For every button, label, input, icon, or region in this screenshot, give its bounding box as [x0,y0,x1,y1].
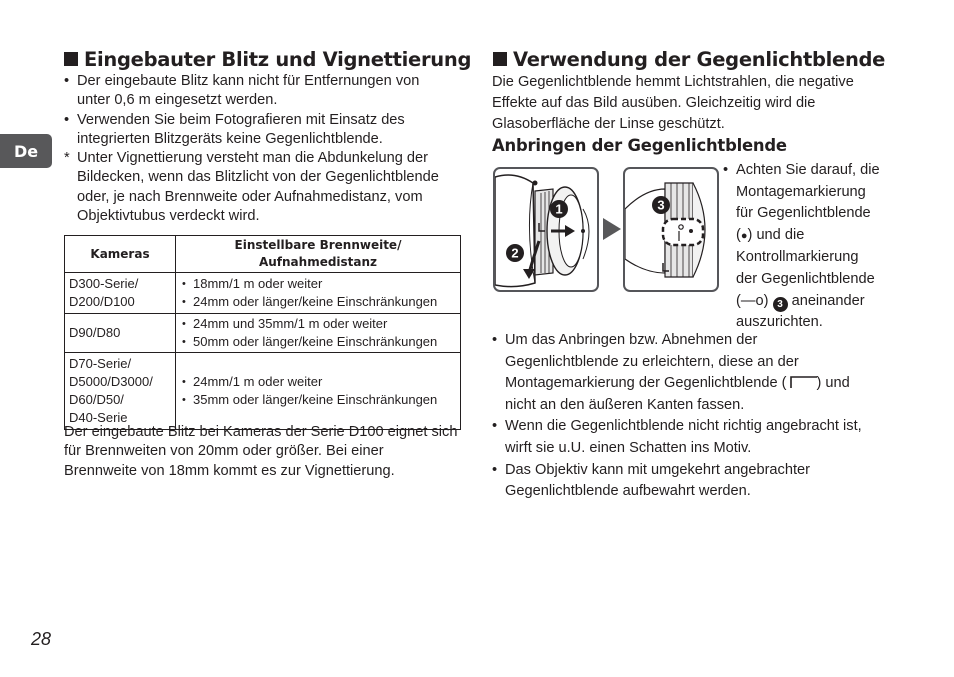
list-item: • Achten Sie darauf, die Montagemarkierung für Gegenlichtblende (●) und die Kontrollmarkierung der Gegenlichtblende (—o) 3 aneinander auszurichten. [723,160,893,334]
alignment-mark-icon: —o [740,292,764,309]
camera-cell: D90/D80 [65,314,176,353]
d100-note: Der eingebaute Blitz bei Kameras der Serie D100 eignet sich für Brennweiten von 20mm oder größer. Bei einer Brennweite von 18mm kommt es zur Vignettierung. [64,424,458,479]
step-number-3: 3 [657,197,665,213]
focal-cell: • 18mm/1 m oder weiter • 24mm oder länger/keine Einschränkungen [176,273,461,314]
illustration-attach-step-3 [623,167,719,292]
heading-flash-vignetting [64,48,471,71]
table-row [65,314,461,353]
header-cameras: Kameras [65,236,176,273]
step-number-1: 1 [555,201,563,217]
heading-square-marker [493,52,507,66]
page-number: 28 [31,629,52,649]
flash-bullet-list [64,72,464,226]
lens-hood-drawing-1 [495,169,597,290]
lens-hood-drawing-2 [625,169,717,290]
table-row [65,353,461,430]
heading-text: Eingebauter Blitz und Vignettierung [84,48,472,71]
step-3-badge: 3 [773,297,788,312]
list-item: • Wenn die Gegenlichtblende nicht richtig angebracht ist, wirft sie u.U. einen Schatten ins Motiv. [492,416,892,459]
header-focal-length: Einstellbare Brennweite/ Aufnahmedistanz [176,236,461,273]
alignment-bullet [723,160,893,334]
list-item: • Das Objektiv kann mit umgekehrt angebrachter Gegenlichtblende aufbewahrt werden. [492,460,892,503]
list-item: • Verwenden Sie beim Fotografieren mit Einsatz des integrierten Blitzgeräts keine Gegenlichtblende. [64,111,464,150]
hood-intro: Die Gegenlichtblende hemmt Lichtstrahlen, die negative Effekte auf das Bild ausüben. Gleichzeitig wird die Glasoberfläche der Linse geschützt. [492,74,854,132]
list-item: • Um das Anbringen bzw. Abnehmen der Gegenlichtblende zu erleichtern, diese an der Montagemarkierung der Gegenlichtblende ( ) und nicht an den äußeren Kanten fassen. [492,330,892,416]
hood-mount-mark-icon [787,375,817,389]
list-item: • Der eingebaute Blitz kann nicht für Entfernungen von unter 0,6 m eingesetzt werden. [64,72,464,111]
step-number-2: 2 [511,245,519,261]
focal-cell: • 24mm und 35mm/1 m oder weiter • 50mm oder länger/keine Einschränkungen [176,314,461,353]
language-tab: De [0,134,52,168]
camera-table [64,235,461,430]
next-step-arrow-icon [603,218,621,240]
table-row [65,273,461,314]
focal-cell: • 24mm/1 m oder weiter • 35mm oder länger/keine Einschränkungen [176,353,461,430]
illustration-attach-step-1-2 [493,167,599,292]
heading-lens-hood [493,48,885,71]
subheading-attach-hood: Anbringen der Gegenlichtblende [492,136,787,155]
heading-text: Verwendung der Gegenlichtblende [513,48,886,71]
mount-index-dot-icon: ● [740,229,748,242]
vignetting-note: * Unter Vignettierung versteht man die Abdunkelung der Bildecken, wenn das Blitzlicht von der Gegenlichtblende oder, je nach Brennweite oder Aufnahmedistanz, vom Objektivtubus verdeckt wird. [64,149,464,226]
hood-bullet-list [492,330,892,503]
table-header-row [65,236,461,273]
camera-cell: D70-Serie/ D5000/D3000/ D60/D50/ D40-Serie [65,353,176,430]
heading-square-marker [64,52,78,66]
camera-cell: D300-Serie/ D200/D100 [65,273,176,314]
